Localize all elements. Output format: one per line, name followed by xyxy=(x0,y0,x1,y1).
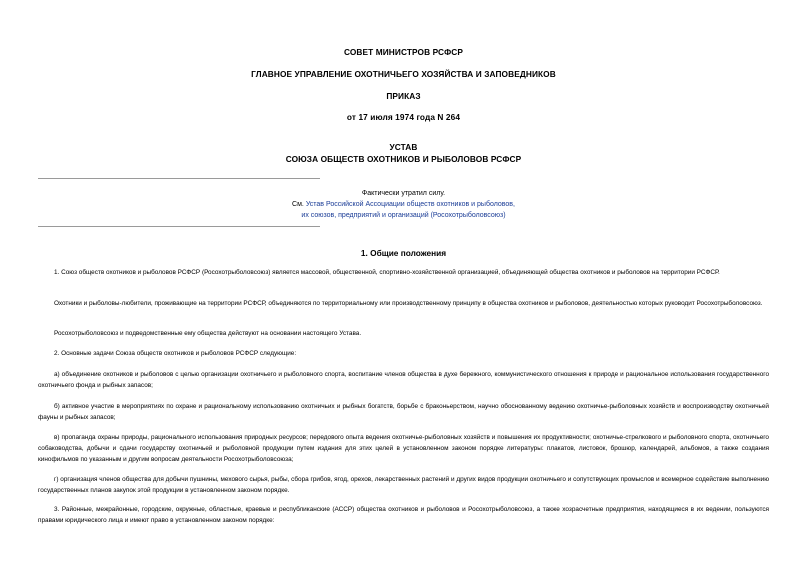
paragraph: г) организация членов общества для добычи пушнины, мехового сырья, рыбы, сбора грибов, ягод, орехов, лекарственных растений и других видов продукции охотничьего и сопутствующих промыслов и всемерное содействие выполнению государственных планов закупок этой продукции в установленном законом порядке. xyxy=(38,476,769,494)
divider-top xyxy=(38,178,320,179)
replacement-charter-link[interactable]: Устав Российской Ассоциации обществ охотников и рыболовов, xyxy=(305,201,515,208)
directorate-heading: ГЛАВНОЕ УПРАВЛЕНИЕ ОХОТНИЧЬЕГО ХОЗЯЙСТВА И ЗАПОВЕДНИКОВ xyxy=(251,69,556,79)
paragraph: а) объединение охотников и рыболовов с целью организации охотничьего и рыболовного спорта, воспитание членов общества в духе бережного, коммунистического отношения к природе и рациональное использования государственного охотничьего фонда и рыбных запасов; xyxy=(38,371,769,389)
doc-subtitle: СОЮЗА ОБЩЕСТВ ОХОТНИКОВ И РЫБОЛОВОВ РСФСР xyxy=(285,154,522,164)
divider-bottom xyxy=(38,226,320,227)
paragraph: в) пропаганда охраны природы, рационального использования природных ресурсов; передового опыта ведения охотничье-рыболовных хозяйств и повышения их продуктивности; охотничье-стрелкового и рыболовного спорта, охотничьего собаководства, добычи и сдачи государству охотничьей и рыболовной продукции путем издания для этих целей в установленном законом порядке литературы: плакатов, листовок, брошюр, календарей, альбомов, а также создания кинофильмов по указанным и другим вопросам деятельности Росохотрыболовсоюза; xyxy=(38,434,769,463)
status-note xyxy=(0,188,807,221)
paragraph: Росохотрыболовсоюз и подведомственные ему общества действуют на основании настоящего Устава. xyxy=(54,330,362,337)
council-heading: СОВЕТ МИНИСТРОВ РСФСР xyxy=(343,47,464,57)
replacement-charter-link-cont[interactable]: их союзов, предприятий и организаций (Росохотрыболовсоюз) xyxy=(301,212,506,219)
see-prefix: См. xyxy=(292,201,304,208)
doc-type-heading: ПРИКАЗ xyxy=(386,91,421,101)
paragraph: 3. Районные, межрайонные, городские, окружные, областные, краевые и республиканские (АССР) общества охотников и рыболовов и Росохотрыболовсоюз, а также хозрасчетные предприятия, находящиеся в их ведении, пользуются правами юридического лица и имеют право в установленном законом порядке: xyxy=(38,506,769,524)
doc-date: от 17 июля 1974 года N 264 xyxy=(346,112,461,122)
paragraph: 2. Основные задачи Союза обществ охотников и рыболовов РСФСР следующие: xyxy=(54,350,297,357)
status-note-text: Фактически утратил силу. xyxy=(361,190,446,197)
status-note-see-line xyxy=(0,199,807,210)
paragraph: 1. Союз обществ охотников и рыболовов РСФСР (Росохотрыболовсоюз) является массовой, общественной, спортивно-хозяйственной организацией, объединяющей общества охотников и рыболовов на территории РСФСР. xyxy=(54,269,720,276)
paragraph: б) активное участие в мероприятиях по охране и рациональному использованию охотничьих и рыбных богатств, борьбе с браконьерством, научно обоснованному ведению охотничье-рыболовных хозяйств и воспроизводству охотничьей фауны и рыбных запасов; xyxy=(38,403,769,421)
section-title: 1. Общие положения xyxy=(360,248,447,258)
doc-title: УСТАВ xyxy=(389,142,418,152)
paragraph: Охотники и рыболовы-любители, проживающие на территории РСФСР, объединяются по территориальному или производственному принципу в общества охотников и рыболовов, деятельностью которых руководит Росохотрыболовсоюз. xyxy=(54,300,763,307)
